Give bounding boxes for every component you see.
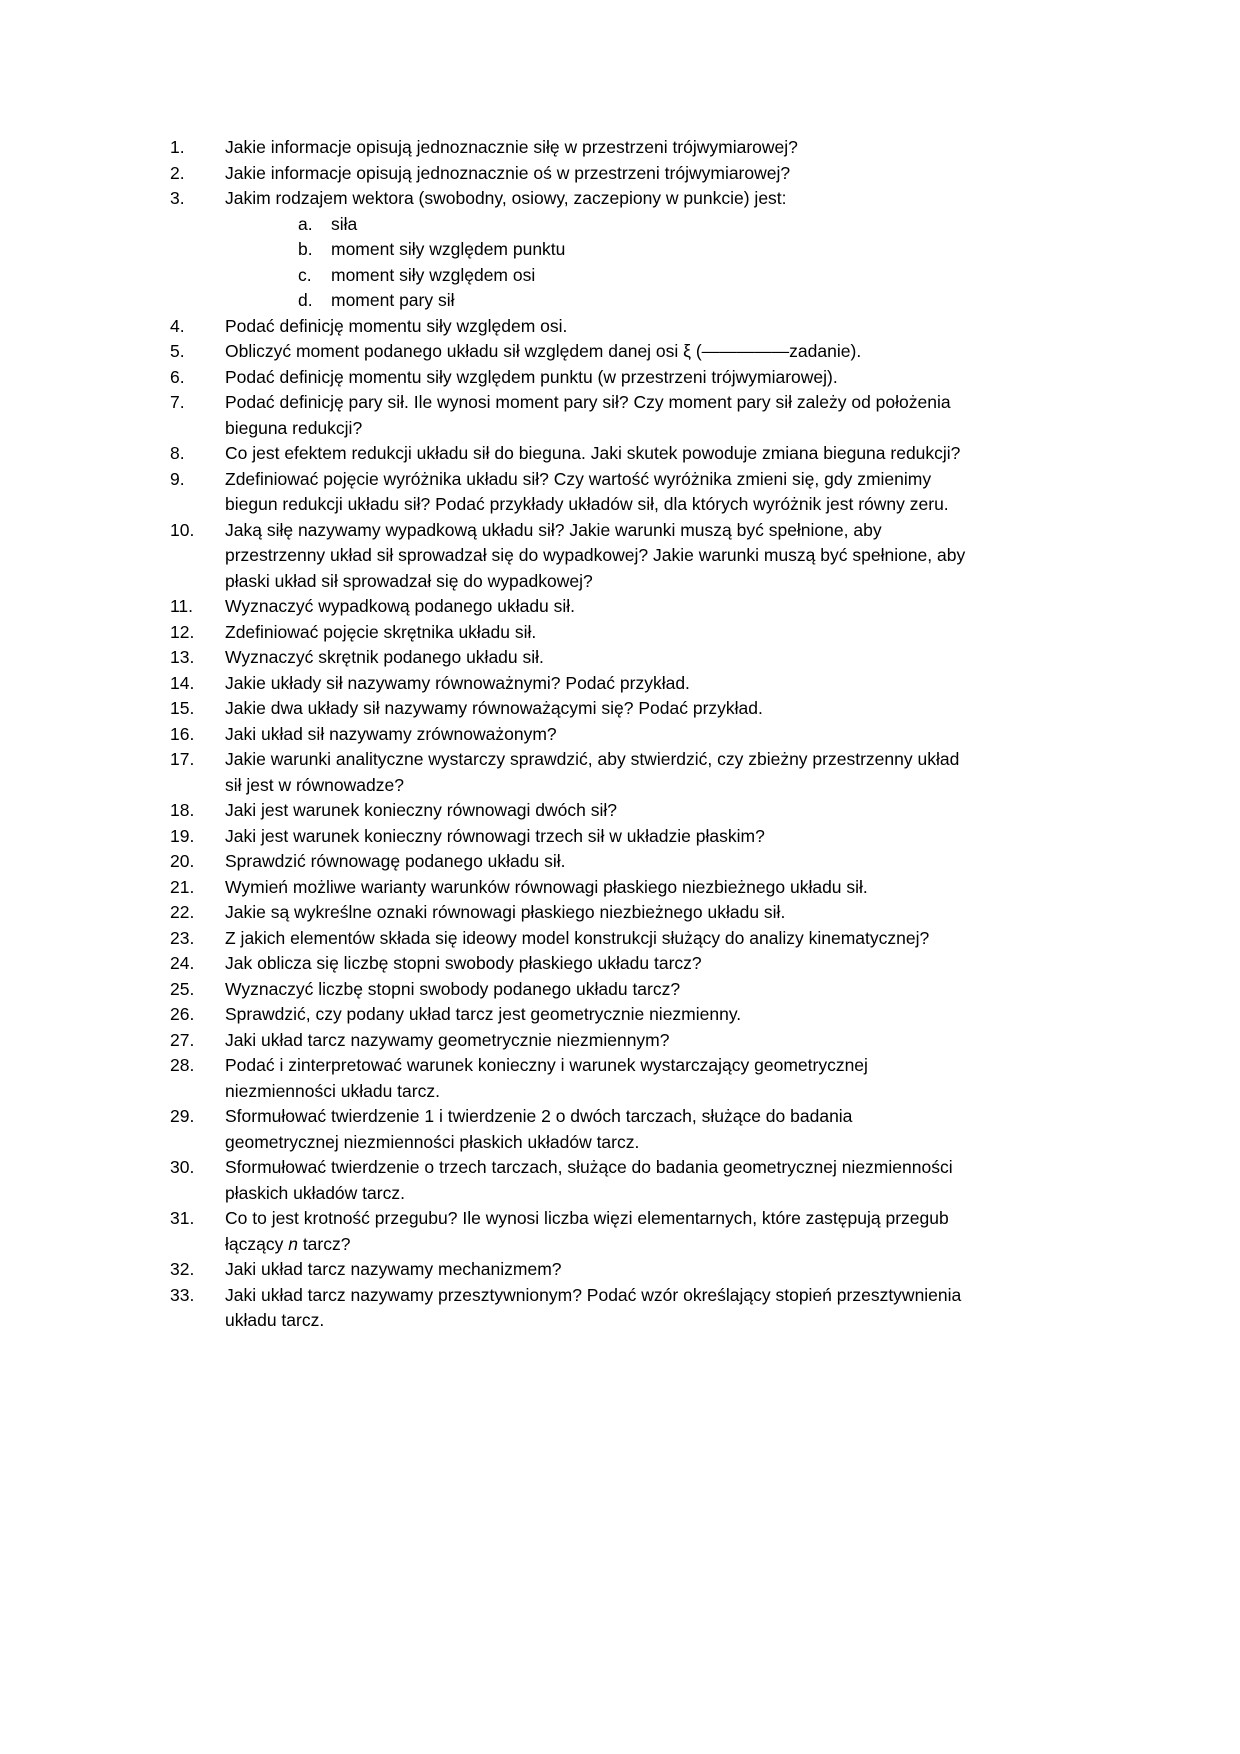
item-main-text: Jaki układ sił nazywamy zrównoważonym?: [225, 723, 557, 744]
item-number: 13.: [170, 647, 195, 667]
sub-text: moment siły względem osi: [331, 264, 536, 285]
list-item: [170, 135, 968, 161]
item-number: 22.: [170, 902, 195, 922]
item-text: [225, 747, 968, 798]
item-text: [225, 1002, 968, 1028]
item-text: [225, 365, 968, 391]
item-main-text: Podać definicję momentu siły względem punktu (w przestrzeni trójwymiarowej).: [225, 366, 838, 387]
item-text: [225, 824, 968, 850]
item-text: [225, 390, 968, 441]
sub-item: [298, 263, 968, 289]
item-main-text: Jaką siłę nazywamy wypadkową układu sił? Jakie warunki muszą być spełnione, aby przestrzenny układ sił sprowadzał się do wypadkowej? Jakie warunki muszą być spełnione, aby płaski układ sił sprowadzał się do wypadkowej?: [225, 519, 966, 591]
list-item: [170, 645, 968, 671]
list-item: [170, 1053, 968, 1104]
item-number: 2.: [170, 162, 185, 183]
item-text: [225, 926, 968, 952]
item-text: [225, 186, 968, 314]
item-text: [225, 1283, 968, 1334]
item-number: 14.: [170, 672, 195, 693]
list-item: [170, 824, 968, 850]
question-list: [170, 135, 968, 1334]
italic-text: n: [288, 1233, 298, 1254]
item-number: 5.: [170, 341, 185, 361]
item-number: 25.: [170, 978, 195, 999]
list-item: [170, 1206, 968, 1257]
sub-letter: d.: [298, 290, 313, 310]
item-main-text: Podać i zinterpretować warunek konieczny i warunek wystarczający geometrycznej niezmienności układu tarcz.: [225, 1055, 868, 1101]
item-main-text: Wyznaczyć skrętnik podanego układu sił.: [225, 647, 544, 667]
item-main-text: Sformułować twierdzenie o trzech tarczach, służące do badania geometrycznej niezmienności płaskich układów tarcz.: [225, 1157, 953, 1203]
item-number: 23.: [170, 927, 195, 948]
item-number: 24.: [170, 953, 195, 973]
item-number: 33.: [170, 1284, 195, 1305]
item-main-text: Zdefiniować pojęcie skrętnika układu sił.: [225, 621, 537, 642]
item-number: 11.: [170, 596, 194, 616]
item-number: 31.: [170, 1208, 195, 1228]
item-number: 3.: [170, 188, 185, 208]
item-text: [225, 467, 968, 518]
item-main-text: [225, 1208, 949, 1254]
item-text: [225, 951, 968, 977]
sub-text: siła: [331, 213, 358, 234]
list-item: [170, 594, 968, 620]
item-text: [225, 314, 968, 340]
item-main-text: Obliczyć moment podanego układu sił względem danej osi ξ (—————zadanie).: [225, 341, 862, 361]
item-number: 1.: [170, 137, 185, 157]
list-item: [170, 798, 968, 824]
item-number: 27.: [170, 1029, 195, 1050]
item-text: [225, 696, 968, 722]
item-text: [225, 1028, 968, 1054]
item-number: 10.: [170, 519, 195, 540]
item-text: [225, 1104, 968, 1155]
item-text: [225, 1155, 968, 1206]
list-item: [170, 926, 968, 952]
item-main-text: Jak oblicza się liczbę stopni swobody płaskiego układu tarcz?: [225, 953, 702, 973]
item-text: [225, 977, 968, 1003]
list-item: [170, 747, 968, 798]
item-text: [225, 849, 968, 875]
item-text: [225, 1053, 968, 1104]
item-text: [225, 135, 968, 161]
item-number: 29.: [170, 1106, 195, 1126]
list-item: [170, 1104, 968, 1155]
item-main-text: Jaki układ tarcz nazywamy przesztywnionym? Podać wzór określający stopień przesztywnienia układu tarcz.: [225, 1284, 962, 1330]
item-number: 15.: [170, 698, 195, 718]
item-number: 21.: [170, 876, 195, 897]
item-main-text: Jaki układ tarcz nazywamy mechanizmem?: [225, 1259, 562, 1279]
sub-item: [298, 212, 968, 238]
item-main-text: Jakie układy sił nazywamy równoważnymi? Podać przykład.: [225, 672, 690, 693]
list-item: [170, 1257, 968, 1283]
item-number: 18.: [170, 800, 195, 820]
item-main-text: Jaki jest warunek konieczny równowagi dwóch sił?: [225, 800, 617, 820]
list-item: [170, 161, 968, 187]
item-number: 30.: [170, 1157, 195, 1177]
item-main-text: Wymień możliwe warianty warunków równowagi płaskiego niezbieżnego układu sił.: [225, 876, 868, 897]
list-item: [170, 722, 968, 748]
item-main-text: Jakim rodzajem wektora (swobodny, osiowy, zaczepiony w punkcie) jest:: [225, 188, 787, 208]
item-number: 16.: [170, 723, 195, 744]
item-text: [225, 900, 968, 926]
item-number: 20.: [170, 851, 195, 871]
item-text: [225, 339, 968, 365]
list-item: [170, 467, 968, 518]
item-number: 12.: [170, 621, 195, 642]
item-number: 19.: [170, 825, 195, 846]
sub-letter: a.: [298, 213, 313, 234]
list-item: [170, 696, 968, 722]
plain-text: tarcz?: [297, 1233, 351, 1254]
list-item: [170, 1155, 968, 1206]
item-main-text: Sprawdzić równowagę podanego układu sił.: [225, 851, 566, 871]
sub-list: [225, 212, 968, 314]
item-main-text: Z jakich elementów składa się ideowy model konstrukcji służący do analizy kinematycznej?: [225, 927, 930, 948]
item-main-text: Wyznaczyć wypadkową podanego układu sił.: [225, 596, 576, 616]
item-text: [225, 441, 968, 467]
item-main-text: Jaki jest warunek konieczny równowagi trzech sił w układzie płaskim?: [225, 825, 765, 846]
list-item: [170, 390, 968, 441]
list-item: [170, 441, 968, 467]
item-text: [225, 620, 968, 646]
list-item: [170, 365, 968, 391]
item-number: 6.: [170, 366, 185, 387]
item-text: [225, 161, 968, 187]
item-text: [225, 722, 968, 748]
item-main-text: Sformułować twierdzenie 1 i twierdzenie 2 o dwóch tarczach, służące do badania geometrycznej niezmienności płaskich układów tarcz.: [225, 1106, 853, 1152]
plain-text: Co to jest krotność przegubu? Ile wynosi liczba więzi elementarnych, które zastępują przegub łączący: [225, 1208, 949, 1254]
item-main-text: Jakie informacje opisują jednoznacznie oś w przestrzeni trójwymiarowej?: [225, 162, 791, 183]
item-number: 7.: [170, 392, 185, 412]
item-text: [225, 671, 968, 697]
item-text: [225, 875, 968, 901]
list-item: [170, 900, 968, 926]
item-text: [225, 518, 968, 595]
list-item: [170, 671, 968, 697]
item-number: 17.: [170, 749, 195, 769]
list-item: [170, 849, 968, 875]
sub-text: moment pary sił: [331, 290, 455, 310]
item-main-text: Podać definicję pary sił. Ile wynosi moment pary sił? Czy moment pary sił zależy od położenia bieguna redukcji?: [225, 392, 951, 438]
list-item: [170, 186, 968, 314]
item-main-text: Co jest efektem redukcji układu sił do bieguna. Jaki skutek powoduje zmiana bieguna redukcji?: [225, 443, 961, 463]
item-main-text: Zdefiniować pojęcie wyróżnika układu sił? Czy wartość wyróżnika zmieni się, gdy zmienimy biegun redukcji układu sił? Podać przykłady układów sił, dla których wyróżnik jest równy zeru.: [225, 468, 949, 514]
sub-letter: b.: [298, 239, 313, 259]
item-text: [225, 1206, 968, 1257]
sub-item: [298, 237, 968, 263]
sub-letter: c.: [298, 264, 312, 285]
item-main-text: Jaki układ tarcz nazywamy geometrycznie niezmiennym?: [225, 1029, 670, 1050]
list-item: [170, 1283, 968, 1334]
list-item: [170, 951, 968, 977]
item-text: [225, 645, 968, 671]
item-number: 28.: [170, 1055, 195, 1075]
item-number: 32.: [170, 1259, 195, 1279]
list-item: [170, 620, 968, 646]
list-item: [170, 875, 968, 901]
item-text: [225, 1257, 968, 1283]
item-main-text: Jakie są wykreślne oznaki równowagi płaskiego niezbieżnego układu sił.: [225, 902, 786, 922]
item-main-text: Sprawdzić, czy podany układ tarcz jest geometrycznie niezmienny.: [225, 1004, 742, 1024]
item-number: 26.: [170, 1004, 195, 1024]
list-item: [170, 339, 968, 365]
list-item: [170, 518, 968, 595]
item-main-text: Podać definicję momentu siły względem osi.: [225, 315, 568, 336]
sub-item: [298, 288, 968, 314]
item-main-text: Jakie dwa układy sił nazywamy równoważącymi się? Podać przykład.: [225, 698, 763, 718]
list-item: [170, 1002, 968, 1028]
sub-text: moment siły względem punktu: [331, 239, 566, 259]
item-main-text: Wyznaczyć liczbę stopni swobody podanego układu tarcz?: [225, 978, 681, 999]
list-item: [170, 977, 968, 1003]
item-main-text: Jakie informacje opisują jednoznacznie siłę w przestrzeni trójwymiarowej?: [225, 137, 798, 157]
item-number: 4.: [170, 315, 185, 336]
item-text: [225, 798, 968, 824]
item-main-text: Jakie warunki analityczne wystarczy sprawdzić, aby stwierdzić, czy zbieżny przestrzenny układ sił jest w równowadze?: [225, 749, 960, 795]
item-text: [225, 594, 968, 620]
item-number: 9.: [170, 468, 185, 489]
item-number: 8.: [170, 443, 185, 463]
list-item: [170, 314, 968, 340]
list-item: [170, 1028, 968, 1054]
